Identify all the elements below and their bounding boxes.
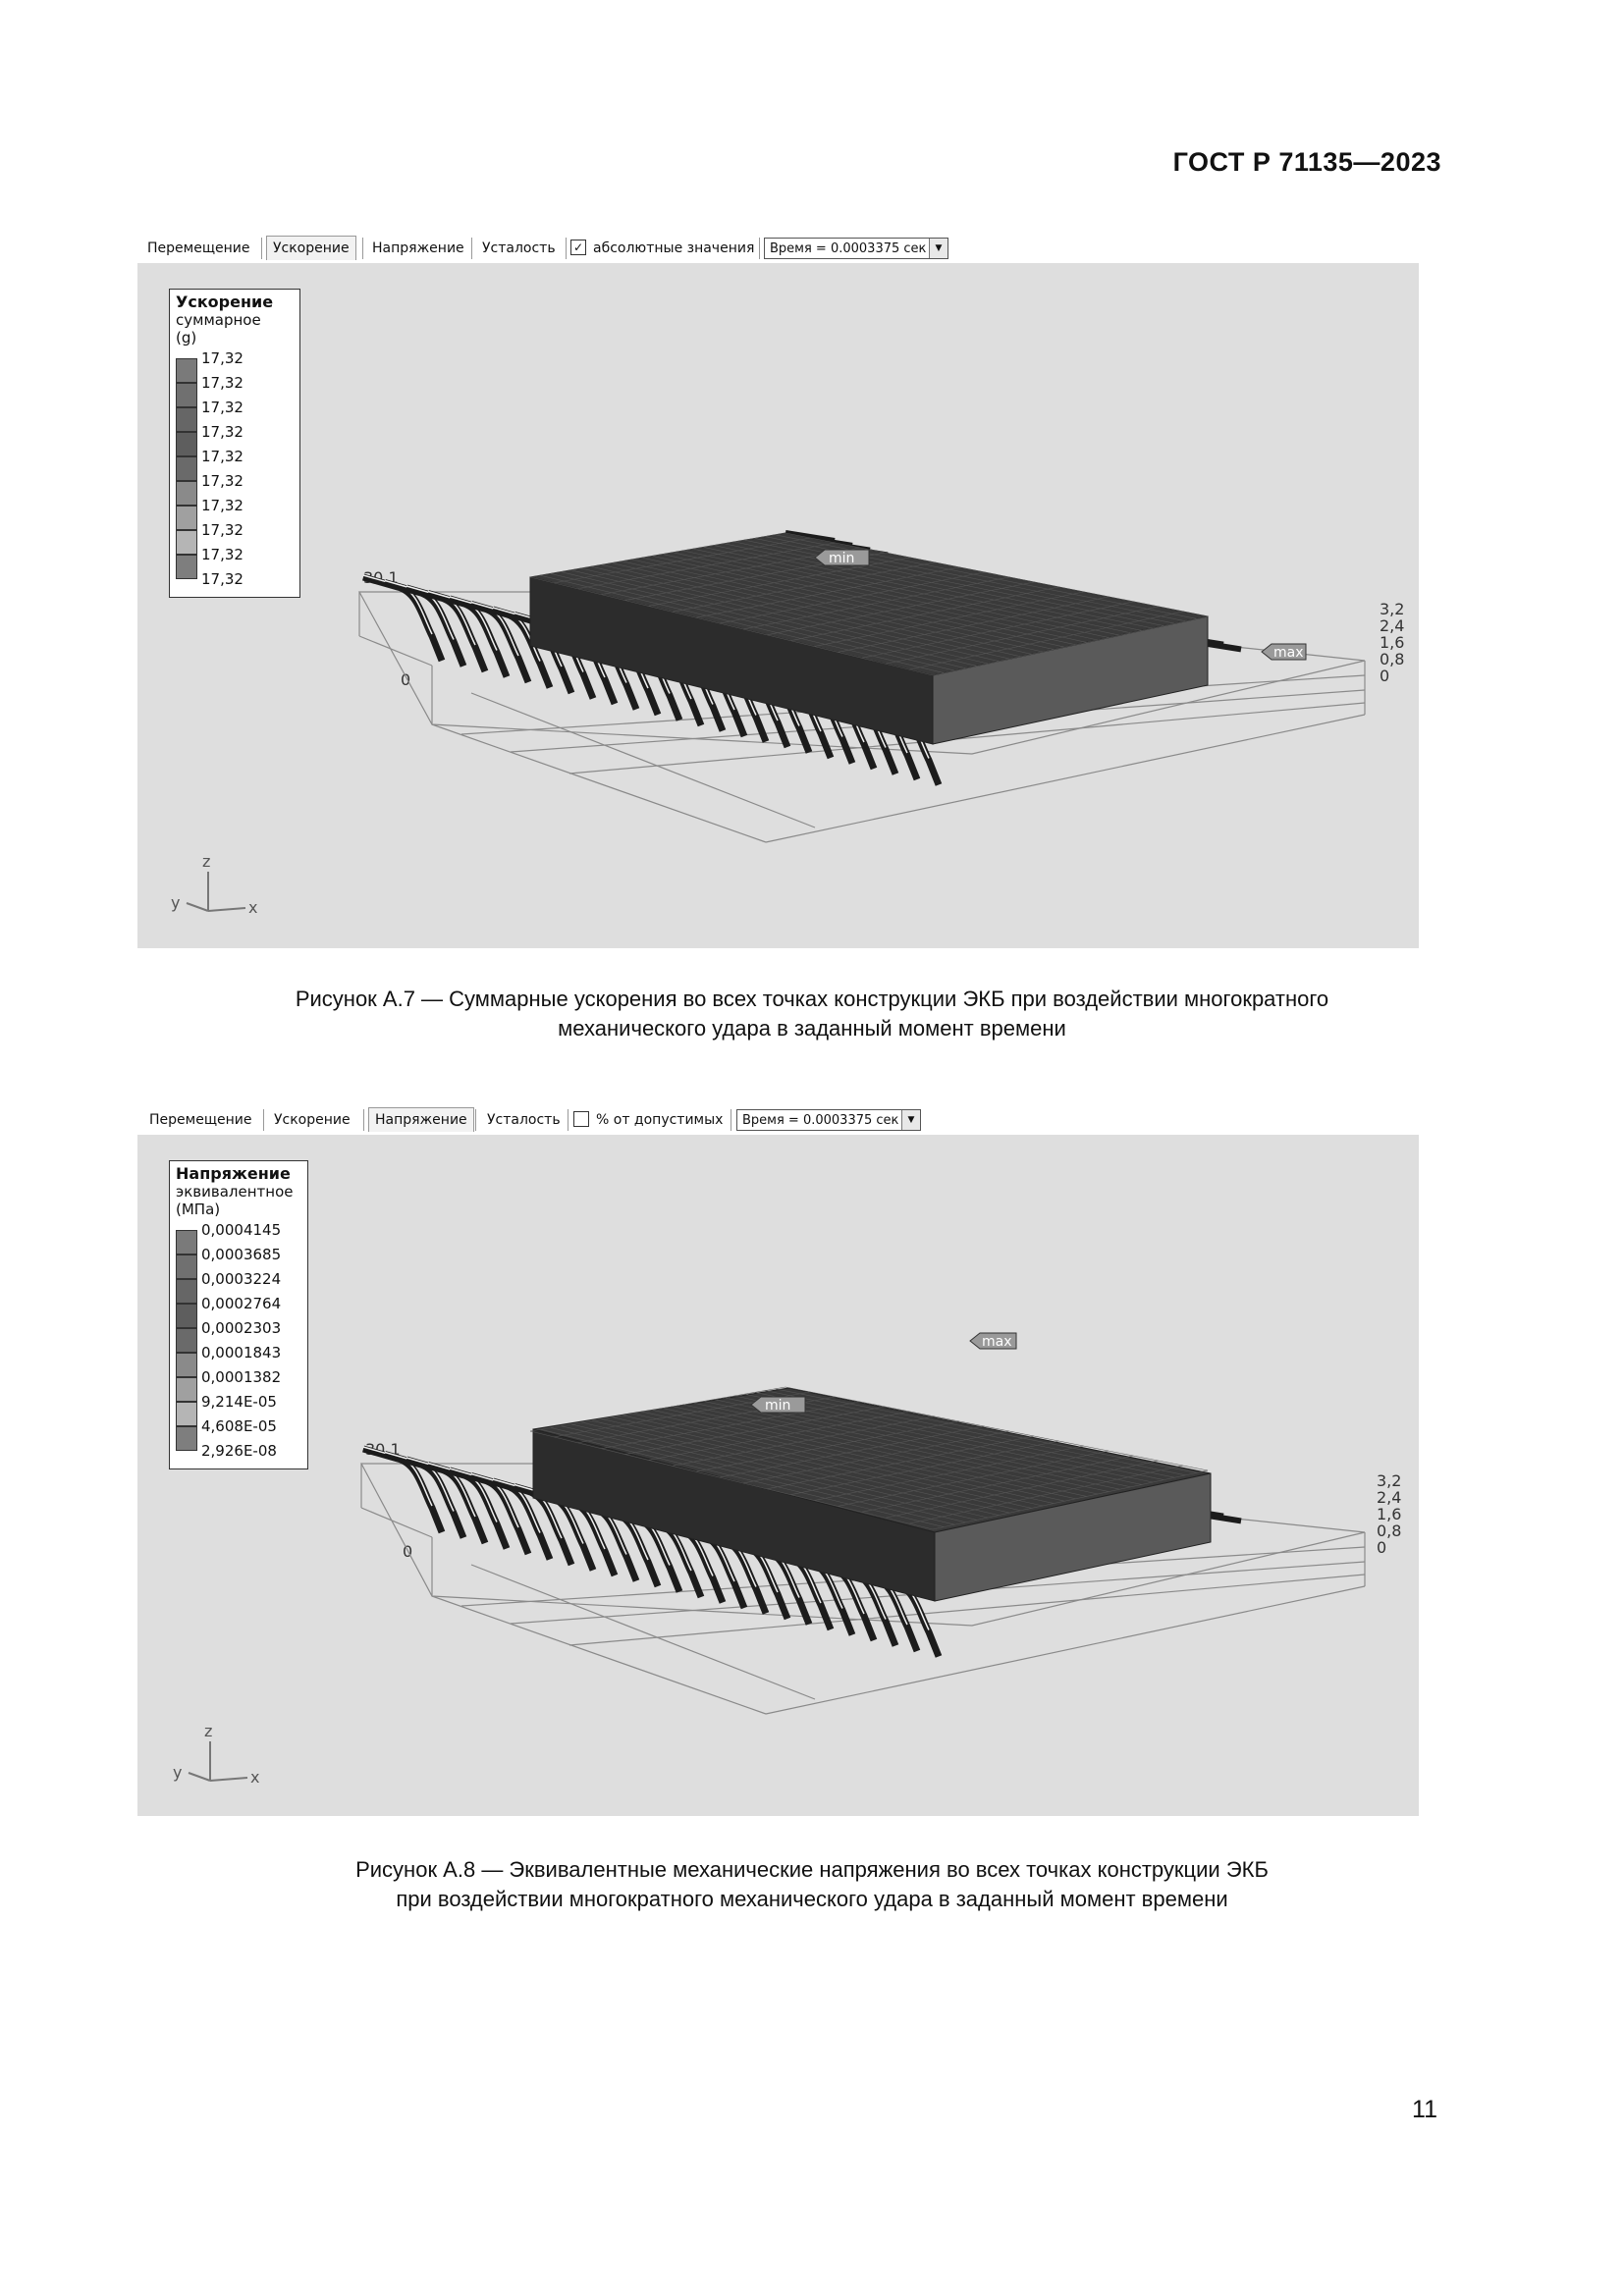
legend-swatch xyxy=(176,1230,197,1255)
x-axis-label: x xyxy=(250,1768,260,1787)
legend xyxy=(169,1160,308,1469)
min-marker-label: min xyxy=(765,1398,791,1414)
legend-unit: (МПа) xyxy=(176,1201,221,1218)
axis-tick-label: 1,6 xyxy=(1377,1505,1402,1523)
axis-origin-label: 0 xyxy=(403,1542,413,1561)
tab-acceleration[interactable]: Ускорение xyxy=(266,236,356,260)
legend-value: 17,32 xyxy=(201,423,244,441)
model-viewport[interactable] xyxy=(137,263,1419,948)
result-toolbar xyxy=(137,1103,1419,1135)
legend-row xyxy=(176,570,294,593)
legend-swatch xyxy=(176,506,197,530)
axis-triad xyxy=(173,1722,259,1787)
axis-tick-label: 2,4 xyxy=(1380,616,1405,635)
legend-swatch xyxy=(176,1279,197,1304)
legend-swatch xyxy=(176,530,197,555)
tab-fatigue[interactable]: Усталость xyxy=(482,240,556,256)
axis-tick-label: 3,2 xyxy=(1380,600,1405,618)
legend-swatch xyxy=(176,456,197,481)
legend-value: 17,32 xyxy=(201,546,244,563)
absolute-values-label: абсолютные значения xyxy=(593,240,755,256)
caption-line: Рисунок А.8 — Эквивалентные механические напряжения во всех точках конструкции ЭКБ xyxy=(355,1857,1269,1882)
legend-subtitle: суммарное xyxy=(176,311,261,329)
toolbar-separator xyxy=(759,238,760,259)
z-axis-label: z xyxy=(204,1722,213,1740)
axis-tick-label: 3,2 xyxy=(1377,1471,1402,1490)
legend-value: 0,0001843 xyxy=(201,1344,282,1362)
max-marker-label: max xyxy=(1273,645,1304,661)
legend-swatch xyxy=(176,1402,197,1426)
legend-swatch xyxy=(176,383,197,407)
max-marker-label: max xyxy=(982,1334,1012,1350)
figure-a7-caption xyxy=(0,985,1624,1043)
axis-tick-label: 2,4 xyxy=(1377,1488,1402,1507)
time-select[interactable] xyxy=(736,1109,921,1131)
absolute-values-checkbox[interactable]: ✓ xyxy=(570,240,586,255)
legend-scale xyxy=(176,349,294,593)
legend xyxy=(169,289,300,598)
percent-allowable-label: % от допустимых xyxy=(596,1112,724,1128)
max-marker xyxy=(970,1333,1016,1350)
toolbar-separator xyxy=(475,1109,476,1131)
axis-tick-label: 0,8 xyxy=(1377,1522,1402,1540)
fe-model-render xyxy=(137,1135,1419,1816)
legend-unit: (g) xyxy=(176,329,197,347)
legend-value: 2,926E-08 xyxy=(201,1442,277,1460)
toolbar-separator xyxy=(261,238,262,259)
percent-allowable-checkbox[interactable] xyxy=(573,1111,589,1127)
result-toolbar xyxy=(137,232,1419,263)
time-select[interactable] xyxy=(764,238,948,259)
legend-value: 17,32 xyxy=(201,497,244,514)
page-number: 11 xyxy=(1412,2096,1437,2123)
min-marker xyxy=(751,1397,805,1414)
time-select-value: Время = 0.0003375 сек xyxy=(742,1113,899,1128)
y-axis-label: y xyxy=(171,893,181,912)
time-select-value: Время = 0.0003375 сек xyxy=(770,241,927,256)
max-marker xyxy=(1262,644,1306,661)
caption-line: при воздействии многократного механического удара в заданный момент времени xyxy=(396,1887,1228,1911)
figure-a7 xyxy=(137,232,1419,948)
legend-swatch xyxy=(176,1377,197,1402)
chevron-down-icon[interactable]: ▼ xyxy=(901,1110,920,1130)
tab-displacement[interactable]: Перемещение xyxy=(147,240,250,256)
legend-value: 17,32 xyxy=(201,349,244,367)
axis-left-value: 30,1 xyxy=(363,568,399,587)
legend-swatch xyxy=(176,1328,197,1353)
legend-value: 9,214E-05 xyxy=(201,1393,277,1411)
axis-tick-label: 0 xyxy=(1380,667,1390,685)
min-marker-label: min xyxy=(829,551,855,566)
z-axis-label: z xyxy=(202,852,211,871)
toolbar-separator xyxy=(566,238,567,259)
legend-value: 0,0002303 xyxy=(201,1319,282,1337)
legend-swatch xyxy=(176,555,197,579)
legend-swatch xyxy=(176,1426,197,1451)
tab-stress[interactable]: Напряжение xyxy=(368,1107,474,1132)
legend-value: 17,32 xyxy=(201,472,244,490)
legend-value: 0,0003685 xyxy=(201,1246,282,1263)
min-marker xyxy=(815,550,869,566)
axis-origin-label: 0 xyxy=(401,670,411,689)
legend-swatch xyxy=(176,407,197,432)
toolbar-separator xyxy=(362,238,363,259)
legend-swatch xyxy=(176,1304,197,1328)
legend-value: 17,32 xyxy=(201,521,244,539)
legend-value: 4,608E-05 xyxy=(201,1417,277,1435)
tab-fatigue[interactable]: Усталость xyxy=(487,1112,561,1128)
legend-value: 17,32 xyxy=(201,374,244,392)
document-header: ГОСТ Р 71135—2023 xyxy=(1172,147,1441,177)
legend-title: Ускорение xyxy=(176,293,274,311)
legend-title: Напряжение xyxy=(176,1164,291,1183)
axis-left-value: 30,1 xyxy=(365,1440,401,1459)
legend-value: 0,0002764 xyxy=(201,1295,282,1312)
legend-scale xyxy=(176,1221,301,1465)
axis-tick-label: 0 xyxy=(1377,1538,1387,1557)
legend-value: 0,0004145 xyxy=(201,1221,282,1239)
legend-value: 17,32 xyxy=(201,399,244,416)
fe-model-render xyxy=(137,263,1419,948)
axis-tick-label: 0,8 xyxy=(1380,650,1405,668)
figure-a8-caption xyxy=(0,1855,1624,1914)
toolbar-separator xyxy=(263,1109,264,1131)
caption-line: Рисунок А.7 — Суммарные ускорения во всех точках конструкции ЭКБ при воздействии многократного xyxy=(295,987,1329,1011)
legend-swatch xyxy=(176,432,197,456)
legend-swatch xyxy=(176,1353,197,1377)
axis-triad xyxy=(171,852,257,917)
model-viewport[interactable] xyxy=(137,1135,1419,1816)
tab-acceleration[interactable]: Ускорение xyxy=(274,1112,351,1128)
legend-swatch xyxy=(176,1255,197,1279)
caption-line: механического удара в заданный момент времени xyxy=(558,1016,1066,1041)
legend-swatch xyxy=(176,358,197,383)
figure-a8 xyxy=(137,1103,1419,1816)
toolbar-separator xyxy=(471,238,472,259)
legend-value: 17,32 xyxy=(201,570,244,588)
legend-value: 0,0003224 xyxy=(201,1270,282,1288)
legend-row xyxy=(176,1442,301,1465)
tab-displacement[interactable]: Перемещение xyxy=(149,1112,252,1128)
legend-swatch xyxy=(176,481,197,506)
y-axis-label: y xyxy=(173,1763,183,1782)
x-axis-label: x xyxy=(248,898,258,917)
toolbar-separator xyxy=(363,1109,364,1131)
legend-value: 0,0001382 xyxy=(201,1368,282,1386)
chevron-down-icon[interactable]: ▼ xyxy=(929,239,947,258)
axis-tick-label: 1,6 xyxy=(1380,633,1405,652)
tab-stress[interactable]: Напряжение xyxy=(372,240,464,256)
legend-subtitle: эквивалентное xyxy=(176,1183,294,1201)
legend-value: 17,32 xyxy=(201,448,244,465)
